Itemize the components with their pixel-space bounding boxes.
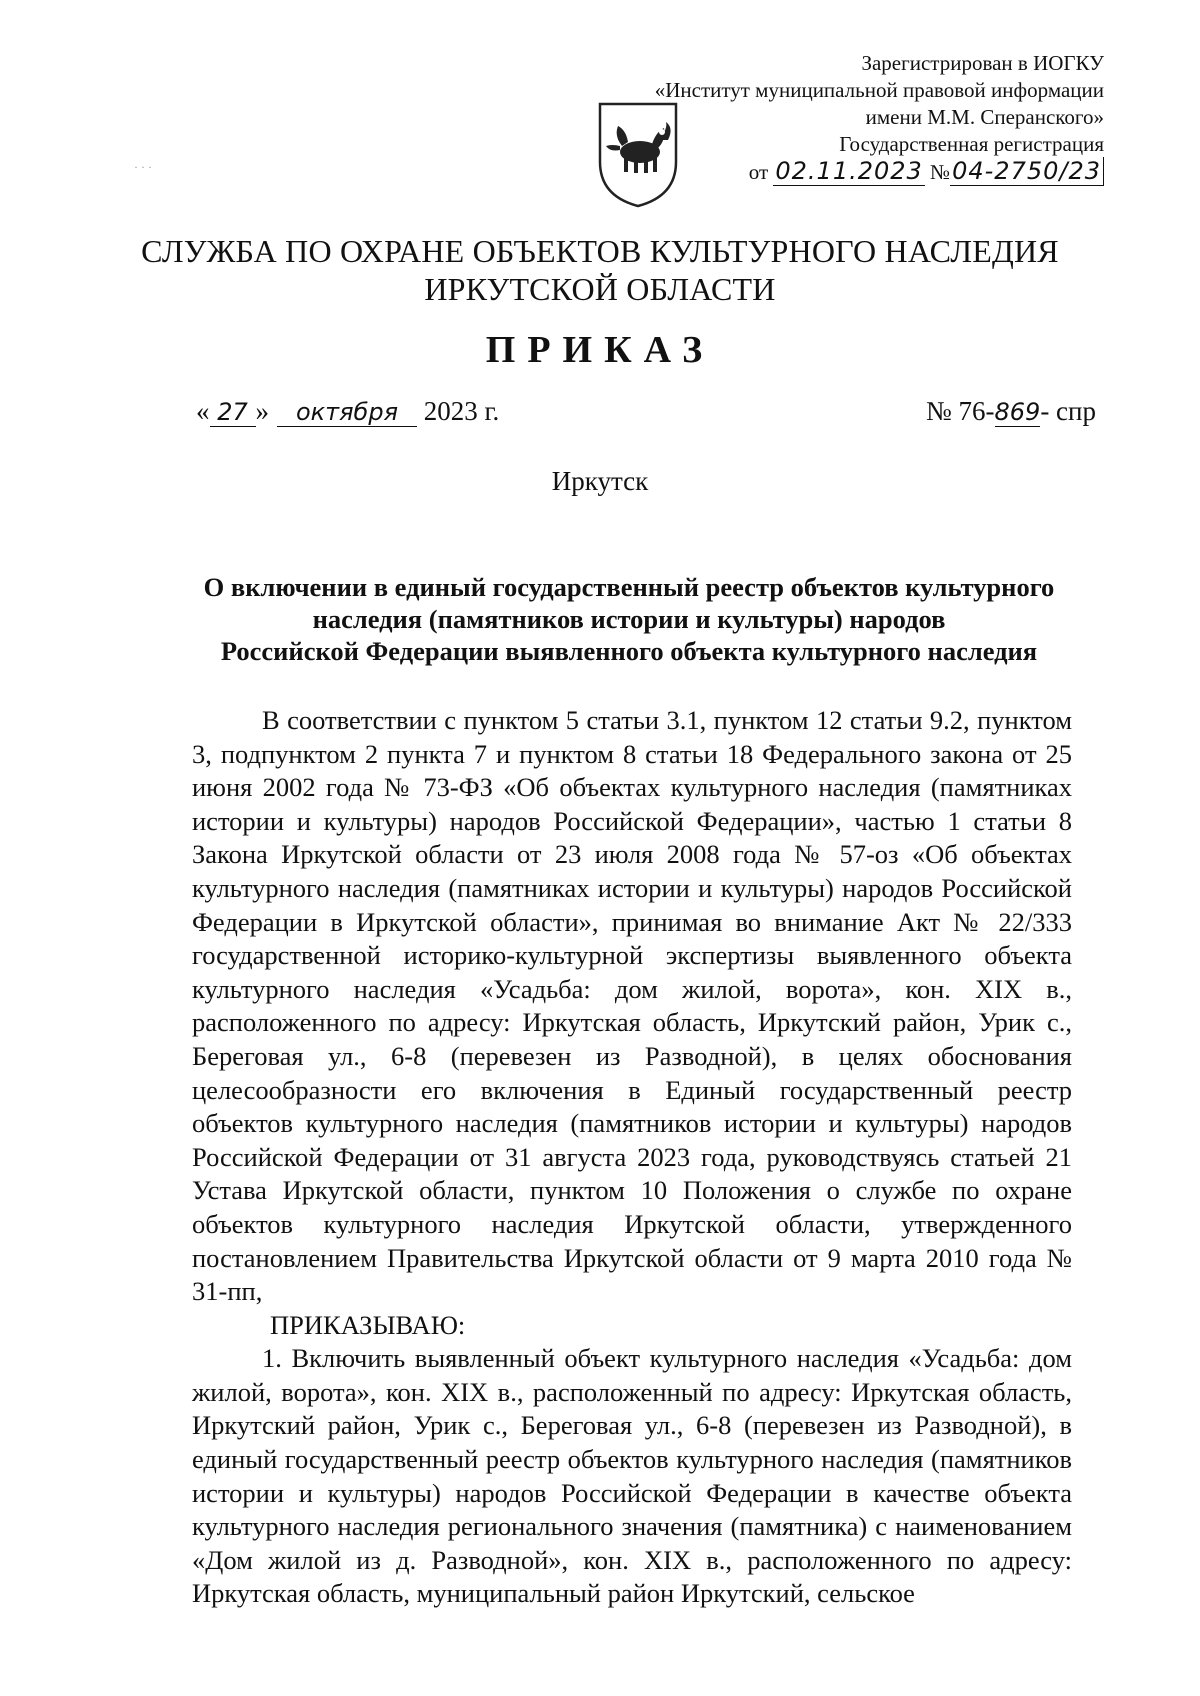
date-close-quote: » xyxy=(255,396,269,426)
registration-date-line xyxy=(655,158,1104,186)
agency-name xyxy=(0,232,1200,308)
registration-from-label: от xyxy=(748,160,769,184)
order-number-handwritten: 869 xyxy=(994,398,1041,426)
order-item-1: 1. Включить выявленный объект культурного наследия «Усадьба: дом жилой, ворота», кон. XIX в., расположенный по адресу: Иркутская область, Иркутский район, Урик с., Береговая ул., 6-8 (перевезен из Разводной), в единый государственный реестр объектов культурного наследия (памятников истории и культуры) народов Российской Федерации в качестве объекта культурного наследия регионального значения (памятника) с наименованием «Дом жилой из д. Разводной», кон. XIX в., расположенного по адресу: Иркутская область, муниципальный район Иркутский, сельское xyxy=(192,1343,1072,1609)
subject-line-3: Российской Федерации выявленного объекта культурного наследия xyxy=(220,636,1038,666)
registration-line-4: Государственная регистрация xyxy=(839,132,1104,156)
order-number xyxy=(926,396,1096,427)
subject-line-1: О включении в единый государственный реестр объектов культурного xyxy=(203,572,1055,602)
order-word: ПРИКАЗЫВАЮ: xyxy=(270,1309,466,1340)
order-body xyxy=(192,704,1072,1611)
date-open-quote: « xyxy=(196,396,210,426)
order-day: 27 xyxy=(210,398,256,427)
subject-line-2: наследия (памятников истории и культуры) народов xyxy=(312,604,946,634)
order-subject xyxy=(176,571,1082,667)
order-date xyxy=(196,396,499,427)
order-number-prefix: № 76- xyxy=(925,396,995,426)
scan-speckle: · · · xyxy=(134,160,152,174)
coat-of-arms-icon xyxy=(596,100,680,210)
agency-line-1: СЛУЖБА ПО ОХРАНЕ ОБЪЕКТОВ КУЛЬТУРНОГО НАСЛЕДИЯ xyxy=(141,233,1059,269)
order-city: Иркутск xyxy=(551,466,649,496)
registration-line-1: Зарегистрирован в ИОГКУ xyxy=(861,51,1104,75)
order-month: октября xyxy=(277,398,417,427)
preamble-paragraph: В соответствии с пунктом 5 статьи 3.1, пунктом 12 статьи 9.2, пунктом 3, подпунктом 2 пункта 7 и пунктом 8 статьи 18 Федерального закона от 25 июня 2002 года № 73-ФЗ «Об объектах культурного наследия (памятниках истории и культуры) народов Российской Федерации», частью 1 статьи 8 Закона Иркутской области от 23 июля 2008 года № 57-оз «Об объектах культурного наследия (памятниках истории и культуры) народов Российской Федерации в Иркутской области», принимая во внимание Акт № 22/333 государственной историко-культурной экспертизы выявленного объекта культурного наследия «Усадьба: дом жилой, ворота», кон. XIX в., расположенного по адресу: Иркутская область, Иркутский район, Урик с., Береговая ул., 6-8 (перевезен из Разводной), в целях обоснования целесообразности его включения в Единый государственный реестр объектов культурного наследия (памятников истории и культуры) народов Российской Федерации от 31 августа 2023 года, руководствуясь статьей 21 Устава Иркутской области, пунктом 10 Положения о службе по охране объектов культурного наследия Иркутской области, утвержденного постановлением Правительства Иркутской области от 9 марта 2010 года № 31-пп, xyxy=(192,705,1072,1307)
registration-number-label: № xyxy=(930,160,951,184)
registration-number: 04-2750/23 xyxy=(950,157,1104,186)
order-number-suffix: - спр xyxy=(1040,396,1096,426)
agency-line-2: ИРКУТСКОЙ ОБЛАСТИ xyxy=(424,271,776,307)
order-year: 2023 г. xyxy=(423,396,500,426)
registration-date: 02.11.2023 xyxy=(775,157,923,185)
document-type-title: ПРИКАЗ xyxy=(485,329,715,371)
registration-line-2: «Институт муниципальной правовой информации xyxy=(654,78,1104,102)
registration-line-3: имени М.М. Сперанского» xyxy=(865,105,1104,129)
registration-stamp xyxy=(655,50,1104,186)
